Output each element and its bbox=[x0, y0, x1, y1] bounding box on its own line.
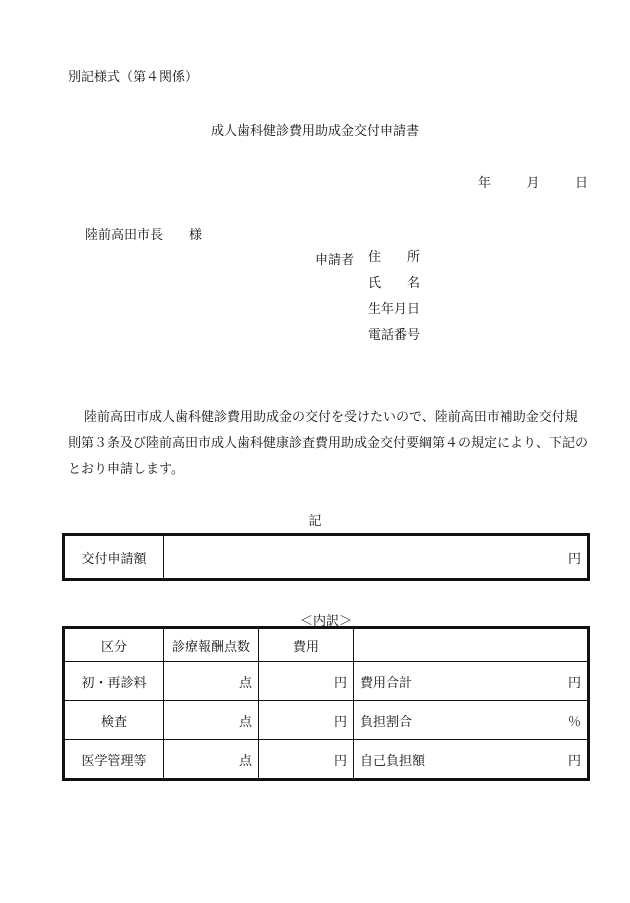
date-month-label: 月 bbox=[526, 176, 540, 191]
applicant-name-field[interactable] bbox=[368, 275, 420, 301]
addressee-name: 陸前高田市長 bbox=[85, 228, 164, 243]
date-year-label: 年 bbox=[478, 176, 492, 191]
applicant-phone-field[interactable] bbox=[368, 327, 420, 353]
amount-input[interactable] bbox=[164, 536, 587, 578]
application-statement bbox=[68, 405, 590, 483]
points-input[interactable] bbox=[164, 662, 259, 701]
summary-label: 自己負担額 bbox=[360, 753, 426, 769]
breakdown-header-row bbox=[64, 628, 589, 662]
summary-input[interactable] bbox=[354, 740, 589, 780]
amount-label: 交付申請額 bbox=[65, 536, 164, 578]
date-day-label: 日 bbox=[574, 176, 588, 191]
row-category: 医学管理等 bbox=[64, 740, 164, 780]
summary-label: 負担割合 bbox=[360, 714, 413, 730]
phone-label: 電話番号 bbox=[368, 328, 421, 343]
applicant-birthdate-field[interactable] bbox=[368, 301, 420, 327]
table-row bbox=[64, 701, 589, 740]
addressee-honorific: 様 bbox=[189, 228, 203, 243]
cost-unit: 円 bbox=[333, 675, 347, 691]
applicant-address-field[interactable] bbox=[368, 249, 420, 275]
statement-text: 陸前高田市成人歯科健診費用助成金の交付を受けたいので、陸前高田市補助金交付規則第３条及び陸前高田市成人歯科健康診査費用助成金交付要綱第４の規定により、下記のとおり申請します。 bbox=[68, 410, 589, 477]
amount-box bbox=[62, 533, 590, 581]
header-summary bbox=[354, 628, 589, 662]
summary-label: 費用合計 bbox=[360, 675, 413, 691]
date-row bbox=[478, 172, 588, 191]
points-unit: 点 bbox=[238, 714, 252, 730]
birthdate-label: 生年月日 bbox=[368, 302, 421, 317]
header-cost: 費用 bbox=[259, 628, 354, 662]
table-row bbox=[64, 662, 589, 701]
table-row bbox=[64, 740, 589, 780]
header-category: 区分 bbox=[64, 628, 164, 662]
cost-input[interactable] bbox=[259, 740, 354, 780]
name-label: 氏 名 bbox=[368, 276, 420, 291]
document-title: 成人歯科健診費用助成金交付申請書 bbox=[210, 124, 419, 139]
amount-unit: 円 bbox=[567, 551, 581, 567]
applicant-label: 申請者 bbox=[315, 253, 355, 268]
points-unit: 点 bbox=[238, 753, 252, 769]
cost-input[interactable] bbox=[259, 662, 354, 701]
summary-unit: ％ bbox=[567, 714, 581, 730]
form-reference: 別記様式（第４関係） bbox=[68, 70, 199, 85]
points-input[interactable] bbox=[164, 740, 259, 780]
row-category: 検査 bbox=[64, 701, 164, 740]
applicant-fields bbox=[368, 249, 420, 353]
address-label: 住 所 bbox=[368, 250, 420, 265]
summary-unit: 円 bbox=[567, 753, 581, 769]
breakdown-table bbox=[62, 626, 590, 781]
header-points: 診療報酬点数 bbox=[164, 628, 259, 662]
summary-input[interactable] bbox=[354, 701, 589, 740]
points-input[interactable] bbox=[164, 701, 259, 740]
breakdown-title: ＜内訳＞ bbox=[299, 614, 352, 629]
row-category: 初・再診料 bbox=[64, 662, 164, 701]
cost-unit: 円 bbox=[333, 753, 347, 769]
summary-unit: 円 bbox=[567, 675, 581, 691]
cost-input[interactable] bbox=[259, 701, 354, 740]
cost-unit: 円 bbox=[333, 714, 347, 730]
addressee bbox=[85, 224, 202, 243]
summary-input[interactable] bbox=[354, 662, 589, 701]
ki-heading: 記 bbox=[308, 514, 322, 529]
points-unit: 点 bbox=[238, 675, 252, 691]
